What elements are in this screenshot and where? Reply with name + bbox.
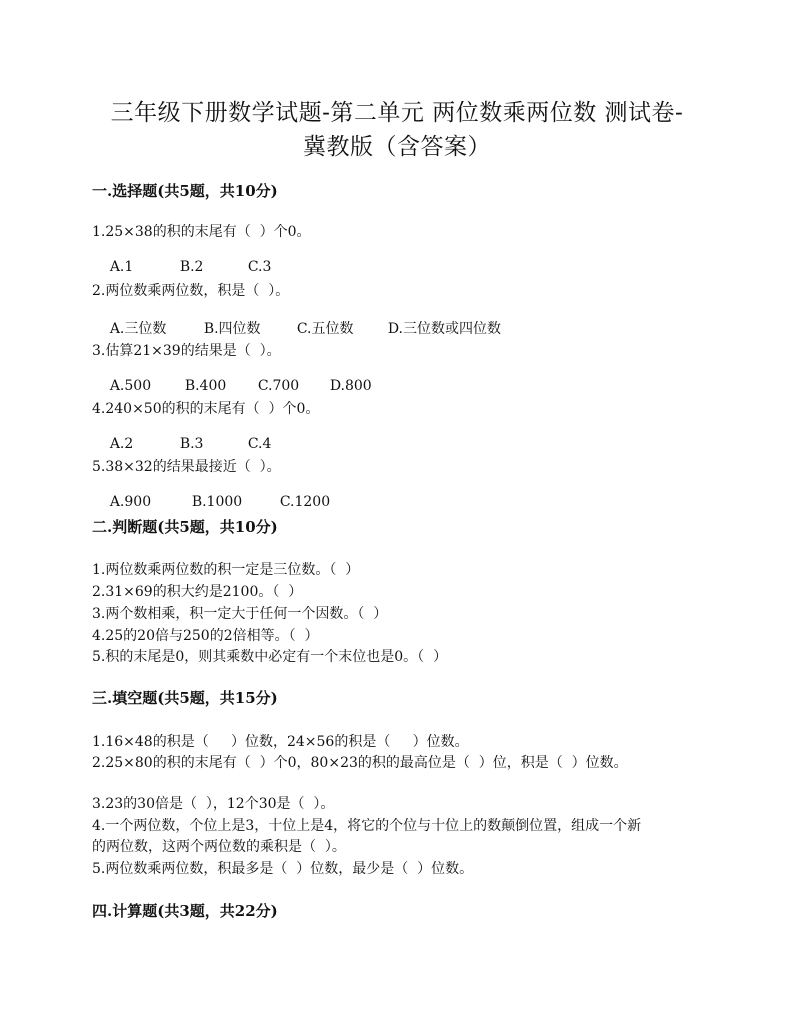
document-title-line-2: 冀教版（含答案） xyxy=(303,134,491,160)
question-text: 1.25×38的积的末尾有（ ）个0。 xyxy=(92,224,311,240)
option: B.四位数 xyxy=(203,321,261,337)
option: D.800 xyxy=(329,378,372,394)
option: B.1000 xyxy=(191,494,243,510)
list-item: 3.23的30倍是（ ），12个30是（ ）。 xyxy=(92,796,335,812)
option: C.4 xyxy=(247,436,272,452)
option: A.1 xyxy=(109,259,134,275)
option: B.3 xyxy=(179,436,204,452)
list-item: 1.16×48的积是（ ）位数，24×56的积是（ ）位数。 xyxy=(92,734,469,750)
section-heading-calculation: 四.计算题(共3题，共22分) xyxy=(92,902,278,920)
option: C.700 xyxy=(257,378,300,394)
option: A.500 xyxy=(109,378,152,394)
list-item: 5.两位数乘两位数，积最多是（ ）位数，最少是（ ）位数。 xyxy=(92,861,474,877)
option: D.三位数或四位数 xyxy=(387,321,501,337)
section-heading-choice: 一.选择题(共5题，共10分) xyxy=(92,182,278,200)
list-item: 5.积的末尾是0，则其乘数中必定有一个末位也是0。（ ） xyxy=(92,649,448,665)
option: B.2 xyxy=(179,259,204,275)
list-item: 4.25的20倍与250的2倍相等。（ ） xyxy=(92,628,319,644)
option: B.400 xyxy=(184,378,227,394)
list-item: 2.31×69的积大约是2100。（ ） xyxy=(92,584,303,600)
option: C.五位数 xyxy=(296,321,354,337)
list-item: 3.两个数相乘，积一定大于任何一个因数。（ ） xyxy=(92,606,388,622)
question-text: 5.38×32的结果最接近（ ）。 xyxy=(92,459,281,475)
option: C.1200 xyxy=(279,494,331,510)
list-item: 2.25×80的积的末尾有（ ）个0，80×23的积的最高位是（ ）位，积是（ ）位数。 xyxy=(92,755,628,771)
question-text: 4.240×50的积的末尾有（ ）个0。 xyxy=(92,401,320,417)
list-item: 4.一个两位数，个位上是3，十位上是4，将它的个位与十位上的数颠倒位置，组成一个新 xyxy=(92,818,642,834)
section-heading-fill-blank: 三.填空题(共5题，共15分) xyxy=(92,689,278,707)
section-heading-true-false: 二.判断题(共5题，共10分) xyxy=(92,518,278,536)
document-title-line-1: 三年级下册数学试题-第二单元 两位数乘两位数 测试卷- xyxy=(110,100,684,126)
question-text: 2.两位数乘两位数，积是（ ）。 xyxy=(92,283,290,299)
option: C.3 xyxy=(247,259,272,275)
option: A.900 xyxy=(109,494,152,510)
list-item: 1.两位数乘两位数的积一定是三位数。（ ） xyxy=(92,562,360,578)
option: A.2 xyxy=(109,436,134,452)
option: A.三位数 xyxy=(109,321,167,337)
question-text: 3.估算21×39的结果是（ ）。 xyxy=(92,343,281,359)
list-item: 的两位数，这两个两位数的乘积是（ ）。 xyxy=(92,839,346,855)
